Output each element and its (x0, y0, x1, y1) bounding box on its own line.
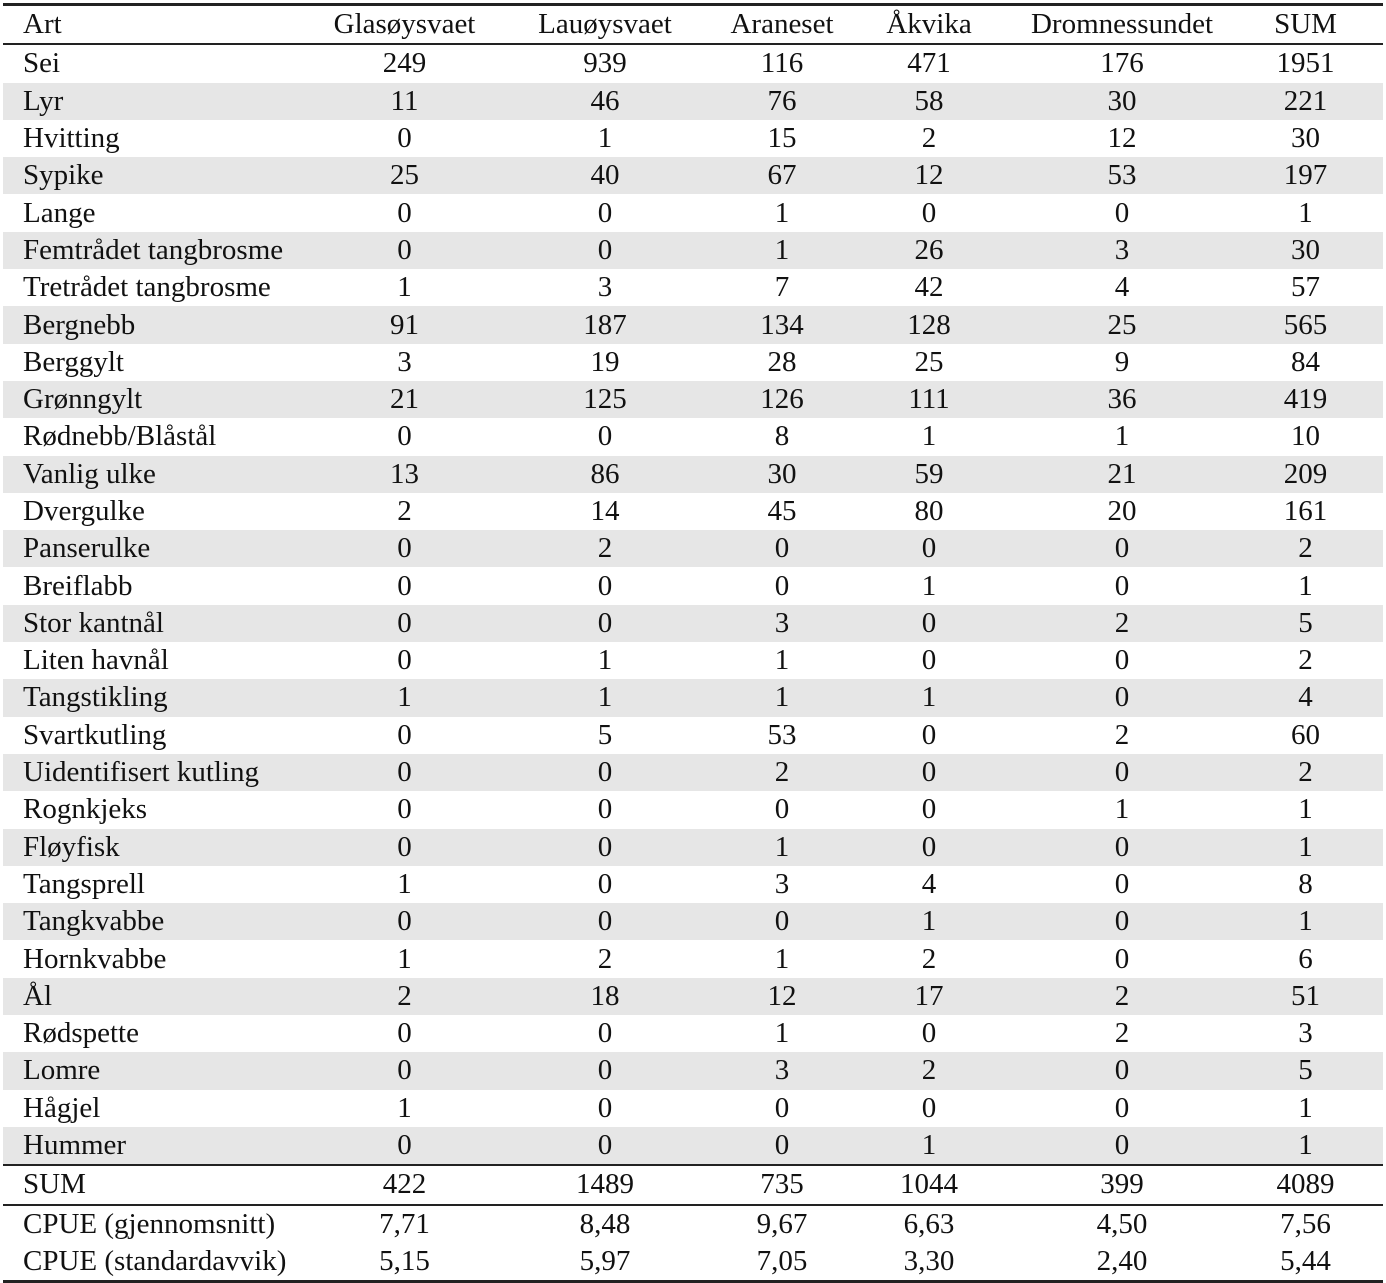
count-cell: 2 (397, 495, 412, 527)
count-cell: 0 (774, 1091, 790, 1124)
count-cell: 471 (907, 47, 951, 80)
species-name-cell: Tretrådet tangbrosme (23, 271, 271, 304)
table-row (3, 829, 1383, 866)
count-cell: 2 (1114, 1017, 1130, 1050)
table-row (3, 456, 1383, 493)
count-cell: 1 (722, 232, 842, 269)
count-cell: 1 (1228, 829, 1383, 866)
cpue-mean-label: CPUE (gjennomsnitt) (23, 1207, 276, 1240)
count-cell: 46 (488, 83, 722, 120)
count-cell: 3 (774, 867, 790, 900)
sum-row (3, 1165, 1383, 1204)
count-cell: 4 (921, 867, 937, 900)
count-cell: 209 (1228, 456, 1383, 493)
count-cell: 0 (722, 530, 842, 567)
table-row (3, 567, 1383, 604)
count-cell: 0 (321, 1052, 488, 1089)
count-cell: 8 (774, 420, 790, 453)
table-row (3, 381, 1383, 418)
count-cell: 76 (722, 83, 842, 120)
table-row (3, 605, 1383, 642)
table-row (3, 679, 1383, 716)
count-cell: 45 (767, 495, 797, 527)
count-cell: 1 (321, 679, 488, 716)
cpue-sd-cell: 2,40 (1096, 1244, 1148, 1277)
count-cell: 0 (842, 605, 1016, 642)
table-header (3, 5, 1383, 45)
species-name-cell: Uidentifisert kutling (3, 754, 321, 791)
count-cell: 1 (774, 196, 790, 229)
count-cell: 1 (1114, 793, 1130, 826)
species-name-cell: Rødnebb/Blåstål (23, 420, 217, 453)
count-cell: 1 (597, 644, 613, 677)
count-cell: 111 (842, 381, 1016, 418)
sum-label: SUM (23, 1168, 86, 1201)
table-row (3, 194, 1383, 231)
count-cell: 1 (842, 679, 1016, 716)
count-cell: 0 (774, 793, 790, 826)
species-name-cell: Berggylt (23, 345, 124, 378)
count-cell: 1 (774, 1017, 790, 1050)
cpue-mean-cell: 7,71 (379, 1207, 430, 1240)
count-cell: 30 (722, 456, 842, 493)
header-glasoysvaet: Glasøysvaet (333, 8, 476, 41)
table-row (3, 157, 1383, 194)
count-cell: 0 (321, 232, 488, 269)
count-cell: 0 (488, 754, 722, 791)
count-cell: 0 (321, 829, 488, 866)
count-cell: 80 (914, 495, 944, 527)
count-cell: 0 (597, 569, 613, 602)
sum-cell: 422 (382, 1168, 427, 1201)
header-art: Art (23, 8, 62, 41)
table-footer (3, 1165, 1383, 1281)
count-cell: 1 (1298, 793, 1313, 826)
count-cell: 6 (1298, 942, 1313, 975)
species-name-cell: Hornkvabbe (23, 942, 167, 975)
count-cell: 25 (321, 157, 488, 194)
count-cell: 12 (842, 157, 1016, 194)
species-name-cell: Tangsprell (23, 867, 145, 900)
count-cell: 176 (1100, 47, 1144, 80)
species-name-cell: Hummer (3, 1127, 321, 1165)
sum-cell: 735 (760, 1168, 804, 1201)
count-cell: 21 (321, 381, 488, 418)
count-cell: 0 (1114, 867, 1130, 900)
count-cell: 0 (921, 793, 937, 826)
species-name-cell: Fløyfisk (3, 829, 321, 866)
count-cell: 0 (321, 754, 488, 791)
count-cell: 9 (1114, 345, 1130, 378)
species-name-cell: Stor kantnål (3, 605, 321, 642)
count-cell: 187 (488, 306, 722, 343)
count-cell: 2 (722, 754, 842, 791)
count-cell: 12 (722, 978, 842, 1015)
count-cell: 0 (921, 718, 937, 751)
count-cell: 40 (488, 157, 722, 194)
count-cell: 1 (397, 867, 412, 900)
count-cell: 19 (590, 345, 620, 378)
count-cell: 2 (1016, 605, 1228, 642)
cpue-sd-label: CPUE (standardavvik) (23, 1244, 287, 1277)
count-cell: 0 (597, 1091, 613, 1124)
count-cell: 60 (1291, 718, 1320, 751)
cpue-sd-cell: 3,30 (903, 1244, 955, 1277)
count-cell: 116 (760, 47, 804, 80)
count-cell: 1 (921, 420, 937, 453)
sum-cell: 399 (1100, 1168, 1144, 1201)
count-cell: 12 (1107, 122, 1137, 155)
species-name-cell: Hågjel (23, 1091, 101, 1124)
table-row (3, 344, 1383, 381)
species-name-cell: Sei (23, 47, 61, 80)
count-cell: 1 (722, 679, 842, 716)
count-cell: 2 (1228, 754, 1383, 791)
header-row (3, 5, 1383, 45)
count-cell: 2 (921, 122, 937, 155)
count-cell: 1 (921, 569, 937, 602)
species-name-cell: Sypike (3, 157, 321, 194)
count-cell: 0 (397, 793, 412, 826)
count-cell: 0 (321, 903, 488, 940)
count-cell: 939 (583, 47, 627, 80)
count-cell: 0 (774, 569, 790, 602)
count-cell: 42 (914, 271, 944, 304)
species-name-cell: Dvergulke (23, 495, 145, 527)
table-row (3, 1127, 1383, 1165)
count-cell: 1 (1114, 420, 1130, 453)
header-dromnessundet: Dromnessundet (1030, 8, 1214, 41)
species-name-cell: Lange (23, 196, 96, 229)
count-cell: 28 (767, 345, 797, 378)
count-cell: 1 (1228, 1127, 1383, 1165)
species-name-cell: Vanlig ulke (3, 456, 321, 493)
count-cell: 126 (722, 381, 842, 418)
cpue-mean-cell: 4,50 (1096, 1207, 1148, 1240)
species-name-cell: Rødspette (23, 1017, 139, 1050)
cpue-sd-cell: 7,05 (756, 1244, 808, 1277)
count-cell: 2 (1298, 644, 1313, 677)
count-cell: 0 (1016, 754, 1228, 791)
count-cell: 249 (382, 47, 427, 80)
count-cell: 21 (1016, 456, 1228, 493)
table-row (3, 269, 1383, 306)
table-row (3, 866, 1383, 903)
count-cell: 17 (842, 978, 1016, 1015)
count-cell: 1 (722, 829, 842, 866)
count-cell: 221 (1228, 83, 1383, 120)
header-sum: SUM (1274, 8, 1337, 41)
count-cell: 0 (921, 1017, 937, 1050)
count-cell: 59 (842, 456, 1016, 493)
table-row (3, 418, 1383, 455)
table-row (3, 642, 1383, 679)
count-cell: 1 (397, 942, 412, 975)
table-row (3, 530, 1383, 567)
count-cell: 0 (597, 793, 613, 826)
count-cell: 4 (1114, 271, 1130, 304)
species-name-cell: Lyr (3, 83, 321, 120)
count-cell: 3 (1298, 1017, 1313, 1050)
species-name-cell: Panserulke (3, 530, 321, 567)
table-row (3, 1015, 1383, 1052)
cpue-mean-row (3, 1205, 1383, 1243)
count-cell: 0 (1016, 1127, 1228, 1165)
count-cell: 30 (1016, 83, 1228, 120)
species-name-cell: Breiflabb (23, 569, 133, 602)
count-cell: 0 (597, 420, 613, 453)
cpue-mean-cell: 7,56 (1280, 1207, 1331, 1240)
count-cell: 10 (1291, 420, 1320, 453)
count-cell: 0 (1114, 569, 1130, 602)
sum-cell: 4089 (1276, 1168, 1335, 1201)
count-cell: 0 (488, 1052, 722, 1089)
count-cell: 3 (1016, 232, 1228, 269)
table-row (3, 940, 1383, 977)
count-cell: 13 (321, 456, 488, 493)
count-cell: 14 (590, 495, 620, 527)
table-row (3, 493, 1383, 530)
count-cell: 1 (1228, 903, 1383, 940)
species-name-cell: Tangstikling (3, 679, 321, 716)
count-cell: 0 (397, 420, 412, 453)
count-cell: 565 (1228, 306, 1383, 343)
count-cell: 3 (597, 271, 613, 304)
count-cell: 67 (722, 157, 842, 194)
count-cell: 58 (842, 83, 1016, 120)
count-cell: 25 (1016, 306, 1228, 343)
table-row (3, 44, 1383, 82)
count-cell: 1 (1298, 569, 1313, 602)
count-cell: 0 (397, 569, 412, 602)
count-cell: 419 (1228, 381, 1383, 418)
species-name-cell: Rognkjeks (23, 793, 148, 826)
count-cell: 1 (397, 271, 412, 304)
count-cell: 0 (1114, 1091, 1130, 1124)
species-name-cell: Hvitting (23, 122, 120, 155)
count-cell: 30 (1228, 232, 1383, 269)
count-cell: 1951 (1276, 47, 1335, 80)
table-body (3, 44, 1383, 1165)
species-name-cell: Lomre (3, 1052, 321, 1089)
sum-cell: 1489 (576, 1168, 634, 1201)
count-cell: 134 (722, 306, 842, 343)
count-cell: 0 (1114, 942, 1130, 975)
count-cell: 0 (321, 605, 488, 642)
count-cell: 2 (488, 530, 722, 567)
count-cell: 0 (488, 232, 722, 269)
count-cell: 0 (1016, 829, 1228, 866)
count-cell: 0 (1114, 196, 1130, 229)
species-name-cell: Femtrådet tangbrosme (3, 232, 321, 269)
count-cell: 2 (1114, 718, 1130, 751)
cpue-sd-cell: 5,97 (579, 1244, 631, 1277)
species-name-cell: Grønngylt (3, 381, 321, 418)
count-cell: 0 (321, 1127, 488, 1165)
count-cell: 197 (1228, 157, 1383, 194)
count-cell: 0 (722, 903, 842, 940)
count-cell: 3 (397, 345, 412, 378)
count-cell: 8 (1298, 867, 1313, 900)
count-cell: 2 (597, 942, 613, 975)
count-cell: 1 (774, 644, 790, 677)
count-cell: 0 (921, 196, 937, 229)
count-cell: 0 (1016, 903, 1228, 940)
cpue-sd-cell: 5,15 (379, 1244, 430, 1277)
cpue-mean-cell: 9,67 (756, 1207, 808, 1240)
count-cell: 1 (842, 903, 1016, 940)
count-cell: 51 (1228, 978, 1383, 1015)
species-name-cell: Svartkutling (23, 718, 167, 751)
count-cell: 2 (842, 1052, 1016, 1089)
count-cell: 36 (1016, 381, 1228, 418)
cpue-mean-cell: 8,48 (579, 1207, 631, 1240)
count-cell: 0 (1016, 1052, 1228, 1089)
count-cell: 125 (488, 381, 722, 418)
count-cell: 128 (842, 306, 1016, 343)
count-cell: 0 (921, 1091, 937, 1124)
count-cell: 26 (842, 232, 1016, 269)
count-cell: 0 (397, 122, 412, 155)
table-row (3, 754, 1383, 791)
count-cell: 91 (321, 306, 488, 343)
count-cell: 1 (1298, 1091, 1313, 1124)
count-cell: 20 (1107, 495, 1137, 527)
count-cell: 0 (488, 1127, 722, 1165)
count-cell: 0 (1016, 530, 1228, 567)
cpue-sd-cell: 5,44 (1280, 1244, 1331, 1277)
sum-cell: 1044 (900, 1168, 958, 1201)
header-lauoysvaet: Lauøysvaet (538, 8, 672, 41)
count-cell: 5 (1228, 605, 1383, 642)
count-cell: 0 (842, 754, 1016, 791)
count-cell: 25 (914, 345, 944, 378)
count-cell: 0 (722, 1127, 842, 1165)
count-cell: 0 (597, 1017, 613, 1050)
count-cell: 1 (397, 1091, 412, 1124)
count-cell: 0 (597, 196, 613, 229)
count-cell: 0 (488, 829, 722, 866)
count-cell: 0 (488, 605, 722, 642)
count-cell: 53 (1016, 157, 1228, 194)
count-cell: 0 (397, 718, 412, 751)
header-akvika: Åkvika (886, 8, 972, 41)
species-catch-table (3, 3, 1383, 1283)
count-cell: 0 (921, 644, 937, 677)
count-cell: 0 (397, 196, 412, 229)
species-name-cell: Tangkvabbe (3, 903, 321, 940)
species-name-cell: Ål (3, 978, 321, 1015)
header-araneset: Araneset (730, 8, 834, 41)
table-row (3, 1090, 1383, 1127)
count-cell: 0 (1114, 644, 1130, 677)
count-cell: 3 (722, 1052, 842, 1089)
count-cell: 11 (321, 83, 488, 120)
species-name-cell: Bergnebb (3, 306, 321, 343)
count-cell: 0 (321, 530, 488, 567)
count-cell: 2 (321, 978, 488, 1015)
count-cell: 0 (488, 903, 722, 940)
table-row (3, 1052, 1383, 1089)
count-cell: 84 (1291, 345, 1320, 378)
count-cell: 86 (488, 456, 722, 493)
count-cell: 4 (1228, 679, 1383, 716)
count-cell: 1 (1298, 196, 1313, 229)
count-cell: 161 (1283, 495, 1328, 527)
count-cell: 1 (774, 942, 790, 975)
count-cell: 18 (488, 978, 722, 1015)
table-row (3, 232, 1383, 269)
count-cell: 0 (1016, 679, 1228, 716)
count-cell: 5 (597, 718, 613, 751)
count-cell: 0 (397, 1017, 412, 1050)
count-cell: 0 (842, 829, 1016, 866)
cpue-sd-row (3, 1243, 1383, 1282)
count-cell: 0 (397, 644, 412, 677)
count-cell: 2 (1016, 978, 1228, 1015)
count-cell: 0 (597, 867, 613, 900)
table-row (3, 791, 1383, 828)
count-cell: 7 (774, 271, 790, 304)
cpue-mean-cell: 6,63 (903, 1207, 955, 1240)
count-cell: 15 (767, 122, 797, 155)
count-cell: 0 (842, 530, 1016, 567)
table-row (3, 120, 1383, 157)
count-cell: 5 (1228, 1052, 1383, 1089)
species-name-cell: Liten havnål (23, 644, 169, 677)
count-cell: 1 (842, 1127, 1016, 1165)
table-row (3, 903, 1383, 940)
count-cell: 2 (921, 942, 937, 975)
table-row (3, 717, 1383, 754)
count-cell: 3 (722, 605, 842, 642)
count-cell: 1 (597, 122, 613, 155)
count-cell: 57 (1291, 271, 1320, 304)
count-cell: 2 (1228, 530, 1383, 567)
count-cell: 53 (767, 718, 797, 751)
table-row (3, 306, 1383, 343)
count-cell: 30 (1291, 122, 1320, 155)
table-row (3, 978, 1383, 1015)
count-cell: 1 (488, 679, 722, 716)
table-row (3, 83, 1383, 120)
